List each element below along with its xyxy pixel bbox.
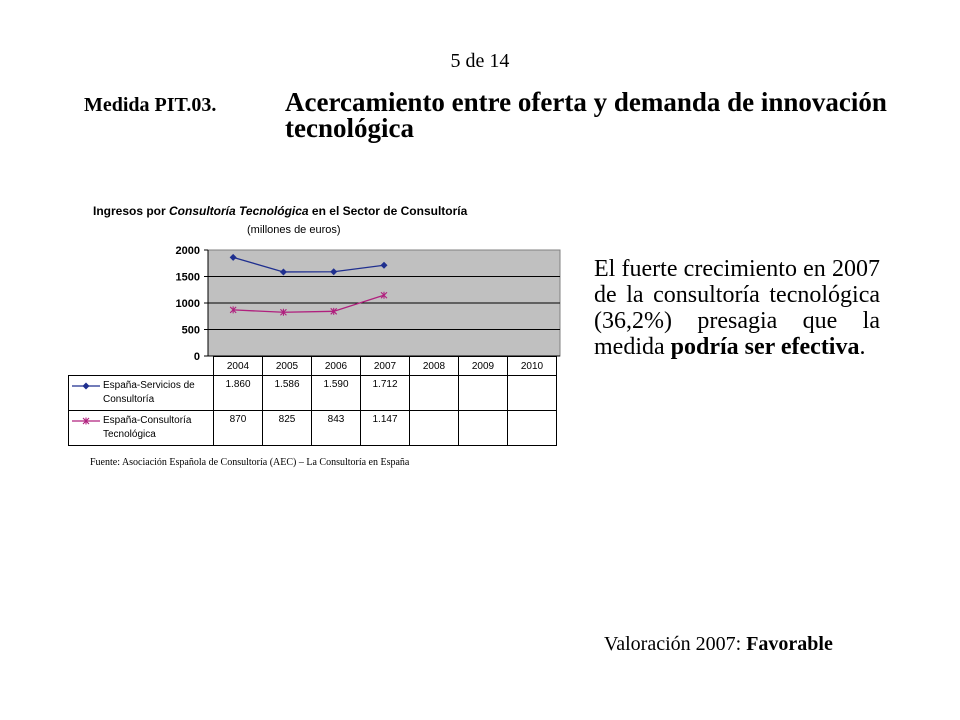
- line-chart: [150, 240, 570, 360]
- y-tick-label: 0: [193, 351, 200, 360]
- valoracion-label: Valoración 2007:: [604, 633, 747, 655]
- chart-title-suffix: en el Sector de Consultoría: [308, 204, 468, 218]
- value-cell: 843: [312, 411, 361, 446]
- value-cell: 1.147: [361, 411, 410, 446]
- year-cell: 2004: [214, 357, 263, 376]
- year-cell: 2007: [361, 357, 410, 376]
- table-row: [69, 411, 557, 446]
- value-cell: 1.860: [214, 376, 263, 411]
- table-corner: [69, 357, 214, 376]
- commentary-end: .: [859, 334, 866, 360]
- legend-label-line1: España-Consultoría: [103, 415, 192, 426]
- table-row: [69, 376, 557, 411]
- legend-entry-tecnologica: [69, 411, 214, 446]
- star-marker-icon: [71, 416, 101, 426]
- chart-title: [93, 204, 467, 218]
- value-cell: [459, 411, 508, 446]
- commentary-normal: El fuerte crecimiento en 2007 de la consultoría tecnológica (36,2%) presagia que la medida: [594, 256, 880, 360]
- y-tick-label: 500: [181, 324, 200, 337]
- year-cell: 2006: [312, 357, 361, 376]
- page-number: 5 de 14: [450, 50, 510, 72]
- table-header-row: [69, 357, 557, 376]
- year-cell: 2009: [459, 357, 508, 376]
- commentary-bold: podría ser efectiva: [670, 334, 860, 360]
- data-table: [68, 356, 557, 446]
- measure-code: Medida PIT.03.: [84, 94, 217, 116]
- diamond-marker-icon: [71, 381, 101, 391]
- chart-source: Fuente: Asociación Española de Consultoría (AEC) – La Consultoría en España: [90, 457, 410, 468]
- value-cell: 1.586: [263, 376, 312, 411]
- value-cell: 825: [263, 411, 312, 446]
- legend-label-line1: España-Servicios de: [103, 380, 195, 391]
- value-cell: [508, 376, 557, 411]
- chart-subtitle: (millones de euros): [247, 224, 341, 236]
- y-tick-label: 1500: [175, 271, 200, 284]
- valoracion-value: Favorable: [746, 633, 833, 655]
- chart-title-prefix: Ingresos por: [93, 204, 170, 218]
- year-cell: 2010: [508, 357, 557, 376]
- value-cell: [459, 376, 508, 411]
- y-tick-label: 2000: [175, 245, 200, 257]
- commentary-text: [594, 256, 880, 360]
- legend-label-line2: Consultoría: [103, 394, 155, 405]
- value-cell: [508, 411, 557, 446]
- valoracion: [604, 633, 833, 656]
- value-cell: 1.712: [361, 376, 410, 411]
- value-cell: [410, 411, 459, 446]
- legend-label-line2: Tecnológica: [103, 429, 156, 440]
- value-cell: 1.590: [312, 376, 361, 411]
- value-cell: [410, 376, 459, 411]
- measure-title: Acercamiento entre oferta y demanda de innovación tecnológica: [285, 87, 887, 143]
- legend-entry-servicios: [69, 376, 214, 411]
- value-cell: 870: [214, 411, 263, 446]
- chart-title-italic: Consultoría Tecnológica: [169, 204, 309, 218]
- year-cell: 2008: [410, 357, 459, 376]
- year-cell: 2005: [263, 357, 312, 376]
- y-tick-label: 1000: [175, 298, 200, 310]
